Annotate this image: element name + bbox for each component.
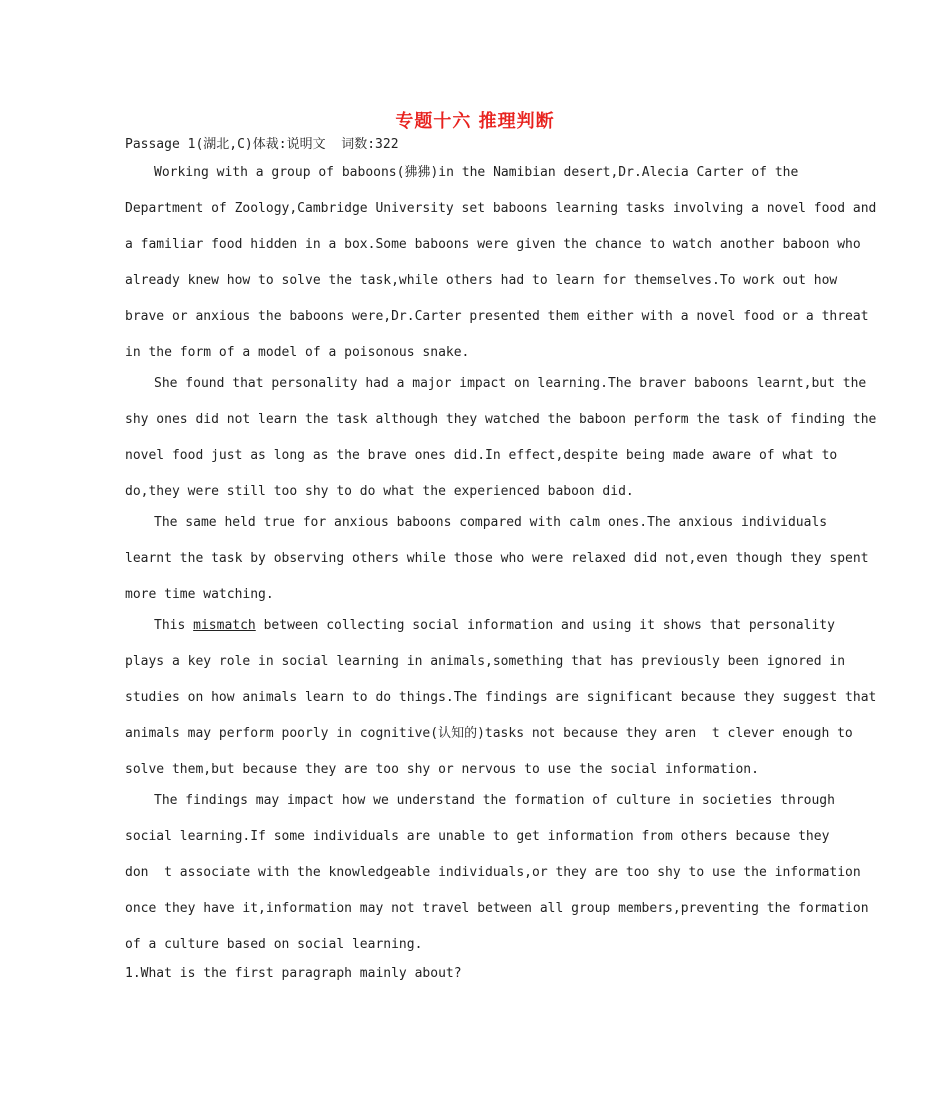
text-line: in the form of a model of a poisonous snake. <box>125 345 470 360</box>
text-line: animals may perform poorly in cognitive(认知的)tasks not because they aren t clever enough to <box>125 726 853 741</box>
paragraph-3 <box>125 514 869 617</box>
text-line <box>125 617 835 653</box>
passage-meta: Passage 1(湖北,C)体裁:说明文 词数:322 <box>125 137 399 152</box>
text-line: do,they were still too shy to do what the experienced baboon did. <box>125 484 634 499</box>
text-line: solve them,but because they are too shy or nervous to use the social information. <box>125 762 759 777</box>
text-line: novel food just as long as the brave ones did.In effect,despite being made aware of what to <box>125 448 838 463</box>
text-line: don t associate with the knowledgeable individuals,or they are too shy to use the information <box>125 865 861 880</box>
text-line: shy ones did not learn the task although they watched the baboon perform the task of finding the <box>125 412 877 427</box>
paragraph-2 <box>125 375 877 514</box>
text-line: Department of Zoology,Cambridge University set baboons learning tasks involving a novel food and <box>125 201 877 216</box>
text-segment: This <box>154 618 194 633</box>
text-line: once they have it,information may not travel between all group members,preventing the formation <box>125 901 869 916</box>
text-line: brave or anxious the baboons were,Dr.Carter presented them either with a novel food or a threat <box>125 309 869 324</box>
paragraph-5 <box>125 792 869 967</box>
text-segment: between collecting social information and using it shows that personality <box>255 618 835 633</box>
text-line: already knew how to solve the task,while others had to learn for themselves.To work out how <box>125 273 838 288</box>
text-line: Working with a group of baboons(狒狒)in the Namibian desert,Dr.Alecia Carter of the <box>154 165 799 180</box>
question-1: 1.What is the first paragraph mainly about? <box>125 966 462 981</box>
paragraph-4 <box>125 617 877 792</box>
text-line: learnt the task by observing others while those who were relaxed did not,even though they spent <box>125 551 869 566</box>
text-line: The same held true for anxious baboons compared with calm ones.The anxious individuals <box>154 515 828 530</box>
text-line: She found that personality had a major impact on learning.The braver baboons learnt,but the <box>154 376 867 391</box>
underlined-word: mismatch <box>193 618 256 633</box>
text-line: social learning.If some individuals are unable to get information from others because they <box>125 829 830 844</box>
text-line: of a culture based on social learning. <box>125 937 423 952</box>
paragraph-1 <box>125 164 877 375</box>
text-line: studies on how animals learn to do things.The findings are significant because they suggest that <box>125 690 877 705</box>
page-title: 专题十六 推理判断 <box>395 111 555 132</box>
text-line: The findings may impact how we understand the formation of culture in societies through <box>154 793 835 808</box>
text-line: plays a key role in social learning in animals,something that has previously been ignored in <box>125 654 846 669</box>
text-line: a familiar food hidden in a box.Some baboons were given the chance to watch another baboon who <box>125 237 861 252</box>
text-line: more time watching. <box>125 587 274 602</box>
